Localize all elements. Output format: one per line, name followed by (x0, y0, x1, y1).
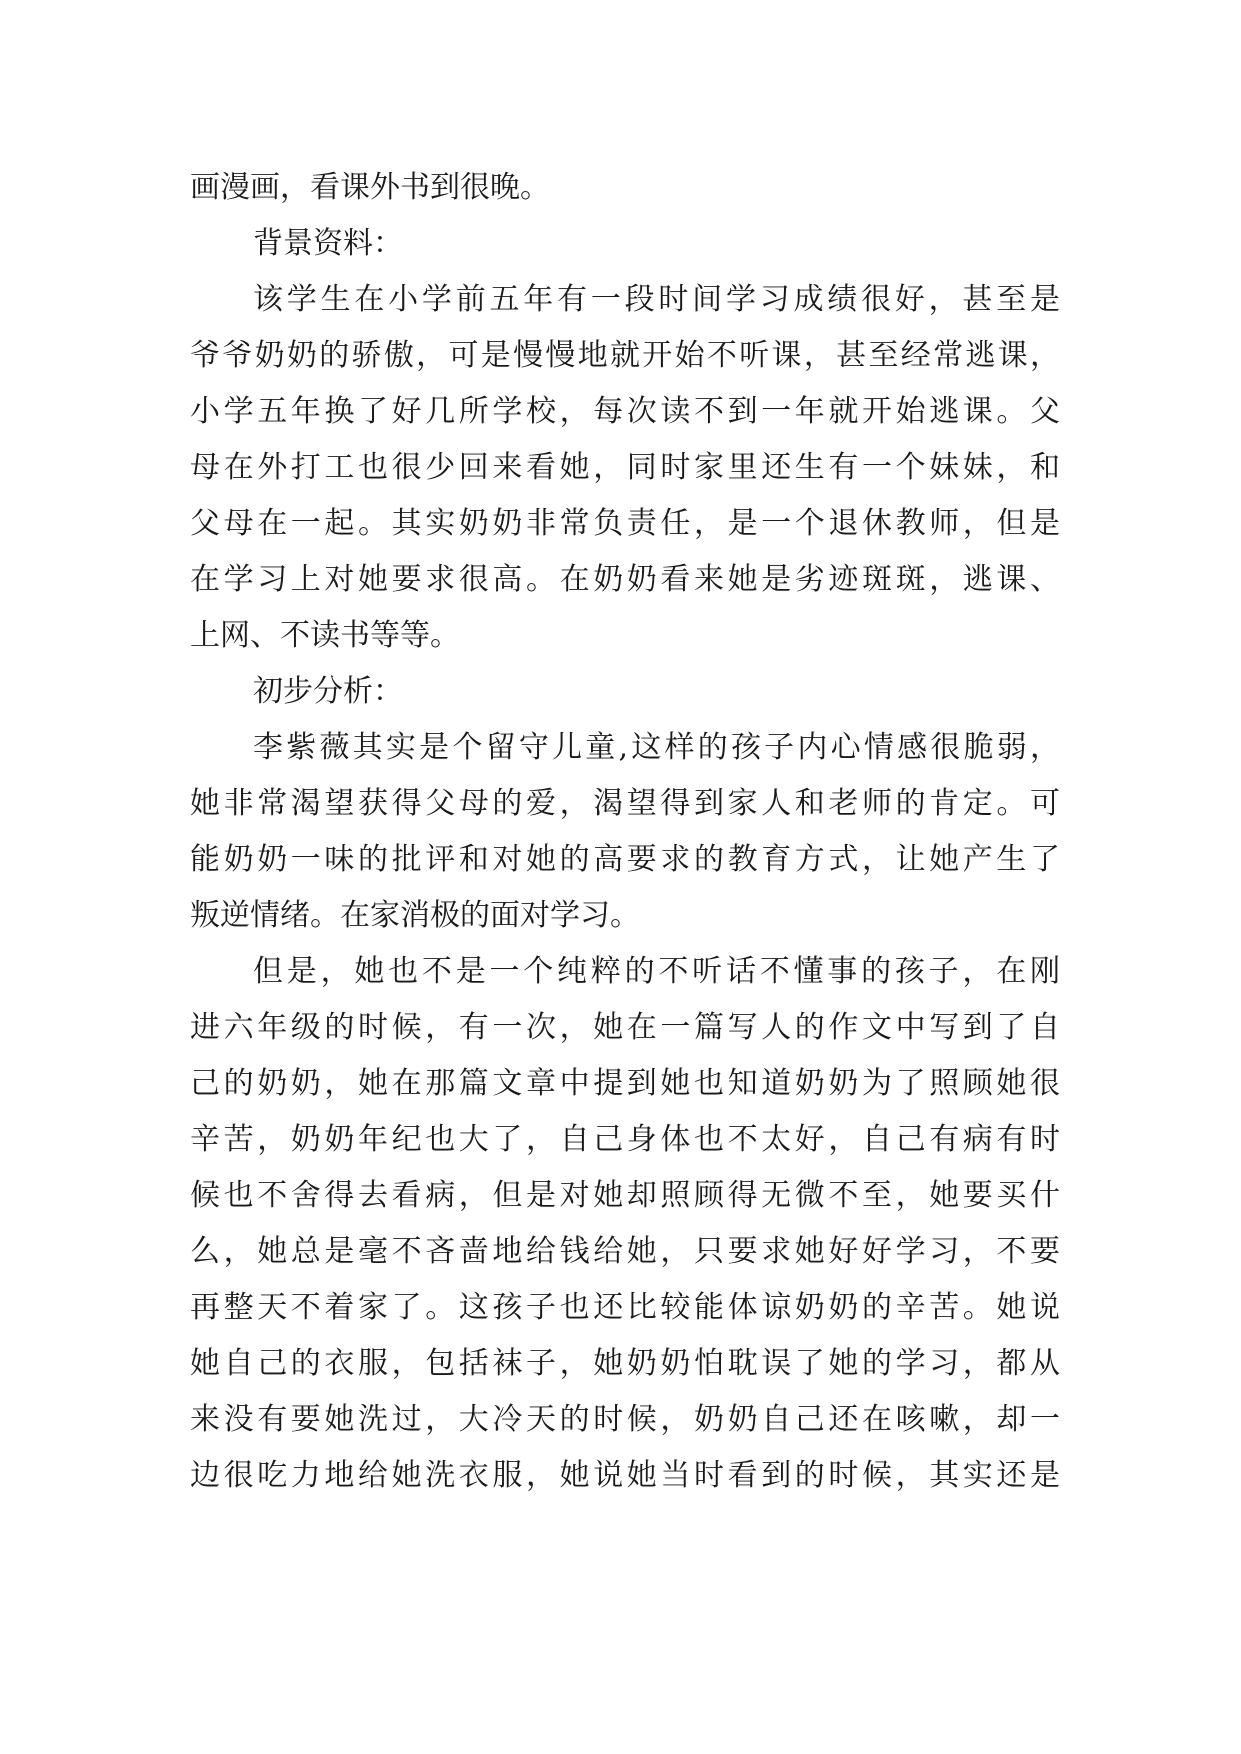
text-line: 边很吃力地给她洗衣服，她说她当时看到的时候，其实还是 (190, 1458, 1060, 1493)
text-line: 母在外打工也很少回来看她，同时家里还生有一个妹妹，和 (190, 450, 1060, 485)
text-line: 父母在一起。其实奶奶非常负责任，是一个退休教师，但是 (190, 506, 1060, 541)
text-line: 在学习上对她要求很高。在奶奶看来她是劣迹斑斑，逃课、 (190, 562, 1060, 597)
text-line: 辛苦，奶奶年纪也大了，自己身体也不太好，自己有病有时 (190, 1122, 1060, 1157)
section-heading-analysis: 初步分析： (253, 674, 403, 709)
text-line: 上网、不读书等等。 (190, 618, 460, 653)
text-line: 该学生在小学前五年有一段时间学习成绩很好，甚至是 (253, 282, 1060, 317)
text-line: 叛逆情绪。在家消极的面对学习。 (190, 898, 640, 933)
text-line: 再整天不着家了。这孩子也还比较能体谅奶奶的辛苦。她说 (190, 1290, 1060, 1325)
text-line: 己的奶奶，她在那篇文章中提到她也知道奶奶为了照顾她很 (190, 1066, 1060, 1101)
text-line: 小学五年换了好几所学校，每次读不到一年就开始逃课。父 (190, 394, 1060, 429)
text-line: 进六年级的时候，有一次，她在一篇写人的作文中写到了自 (190, 1010, 1060, 1045)
text-line: 能奶奶一味的批评和对她的高要求的教育方式，让她产生了 (190, 842, 1060, 877)
text-line: 她非常渴望获得父母的爱，渴望得到家人和老师的肯定。可 (190, 786, 1060, 821)
text-line: 爷爷奶奶的骄傲，可是慢慢地就开始不听课，甚至经常逃课， (190, 338, 1060, 373)
section-heading-background: 背景资料： (253, 226, 403, 261)
text-line: 画漫画，看课外书到很晚。 (190, 170, 550, 205)
text-line: 来没有要她洗过，大冷天的时候，奶奶自己还在咳嗽，却一 (190, 1402, 1060, 1437)
text-line: 李紫薇其实是个留守儿童,这样的孩子内心情感很脆弱， (253, 730, 1060, 765)
text-line: 候也不舍得去看病，但是对她却照顾得无微不至，她要买什 (190, 1178, 1060, 1213)
text-line: 么，她总是毫不吝啬地给钱给她，只要求她好好学习，不要 (190, 1234, 1060, 1269)
text-line: 但是，她也不是一个纯粹的不听话不懂事的孩子，在刚 (253, 954, 1060, 989)
text-line: 她自己的衣服，包括袜子，她奶奶怕耽误了她的学习，都从 (190, 1346, 1060, 1381)
